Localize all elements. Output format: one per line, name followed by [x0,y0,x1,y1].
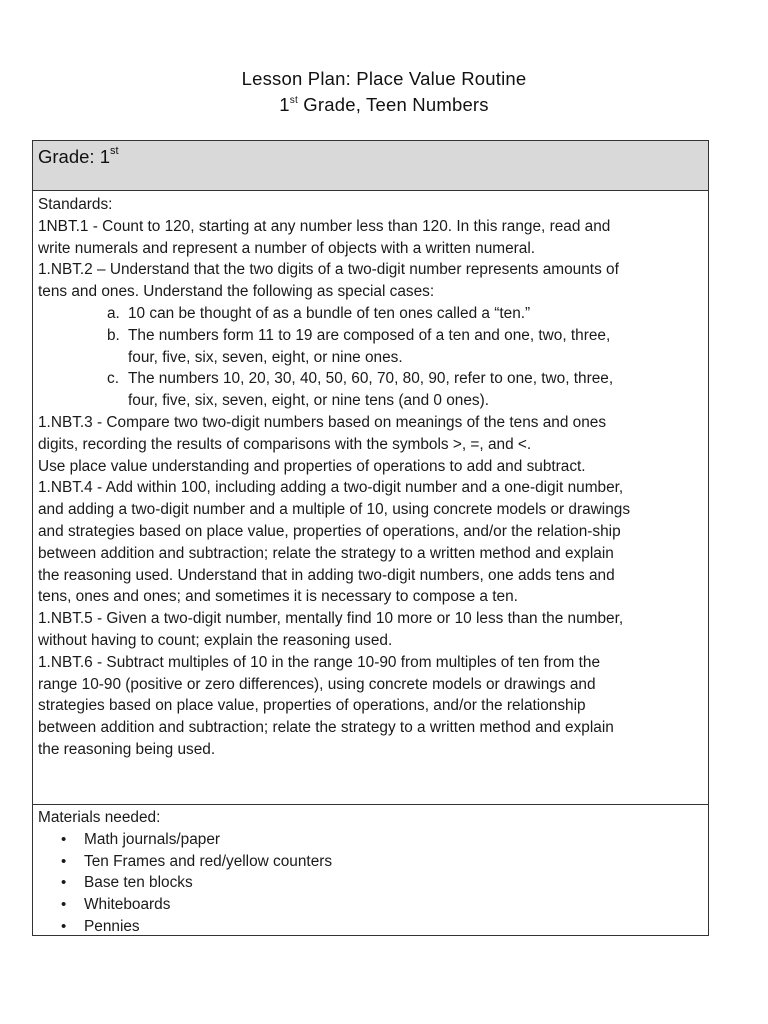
subtitle-grade-number: 1 [279,94,290,115]
standard-line: 1.NBT.2 – Understand that the two digits of a two-digit number represents amounts of [38,261,619,279]
special-case-item [38,303,706,325]
standard-line: the reasoning being used. [38,740,216,758]
case-text-continued: four, five, six, seven, eight, or nine ones. [128,348,403,366]
standard-line: 1.NBT.6 - Subtract multiples of 10 in the range 10-90 from multiples of ten from the [38,653,601,671]
standard-line: and adding a two-digit number and a multiple of 10, using concrete models or drawings [38,501,631,519]
special-case-item [38,368,706,390]
grade-label-text: Grade: 1 [38,146,110,167]
bullet-icon: • [61,874,67,892]
standard-line: 1NBT.1 - Count to 120, starting at any number less than 120. In this range, read and [38,217,611,235]
grade-row [33,141,708,191]
standard-line: and strategies based on place value, properties of operations, and/or the relation-ship [38,522,621,540]
subtitle-topic: Grade, Teen Numbers [297,94,489,115]
standard-line: write numerals and represent a number of objects with a written numeral. [38,239,536,257]
materials-item-text: Base ten blocks [84,874,193,892]
standard-line: 1.NBT.5 - Given a two-digit number, mentally find 10 more or 10 less than the number, [38,610,624,628]
case-marker: c. [107,370,119,388]
materials-heading: Materials needed: [38,809,161,826]
case-text: 10 can be thought of as a bundle of ten ones called a “ten.” [128,304,531,322]
bullet-icon: • [61,852,67,870]
grade-label [38,145,119,169]
case-marker: b. [107,326,120,344]
standard-line: digits, recording the results of comparisons with the symbols >, =, and <. [38,435,532,453]
materials-list-item [38,872,698,894]
materials-text [38,807,698,938]
case-marker: a. [107,304,120,322]
materials-item-text: Math journals/paper [84,830,221,848]
materials-item-text: Whiteboards [84,896,171,914]
standards-heading: Standards: [38,196,113,213]
case-text-continued: four, five, six, seven, eight, or nine tens (and 0 ones). [128,392,490,410]
standards-text [38,194,706,761]
standard-line: between addition and subtraction; relate the strategy to a written method and explain [38,544,614,562]
case-text: The numbers 10, 20, 30, 40, 50, 60, 70, 80, 90, refer to one, two, three, [128,370,614,388]
standard-line: without having to count; explain the reasoning used. [38,631,393,649]
case-text: The numbers form 11 to 19 are composed of a ten and one, two, three, [128,326,611,344]
materials-list-item [38,851,698,873]
standards-row [33,191,708,805]
standard-line: Use place value understanding and properties of operations to add and subtract. [38,457,586,475]
subtitle-grade-suffix: st [289,95,298,106]
standard-line: the reasoning used. Understand that in adding two-digit numbers, one adds tens and [38,566,615,584]
standard-line: range 10-90 (positive or zero differences), using concrete models or drawings and [38,675,596,693]
standard-line: tens and ones. Understand the following as special cases: [38,283,435,301]
standard-line: tens, ones and ones; and sometimes it is necessary to compose a ten. [38,588,518,606]
standard-line: 1.NBT.3 - Compare two two-digit numbers based on meanings of the tens and ones [38,413,607,431]
materials-list-item [38,916,698,938]
materials-item-text: Pennies [84,917,140,935]
materials-item-text: Ten Frames and red/yellow counters [84,852,333,870]
bullet-icon: • [61,830,67,848]
document-subtitle [0,92,768,118]
materials-list-item [38,829,698,851]
grade-label-suffix: st [110,145,119,157]
materials-row [33,805,708,935]
special-case-item [38,325,706,347]
document-title [0,66,768,92]
bullet-icon: • [61,896,67,914]
materials-list-item [38,894,698,916]
standard-line: between addition and subtraction; relate the strategy to a written method and explain [38,719,614,737]
lesson-plan-table [32,140,709,936]
standard-line: 1.NBT.4 - Add within 100, including adding a two-digit number and a one-digit number, [38,479,624,497]
standard-line: strategies based on place value, properties of operations, and/or the relationship [38,697,586,715]
title-line-1: Lesson Plan: Place Value Routine [241,68,527,89]
bullet-icon: • [61,917,67,935]
